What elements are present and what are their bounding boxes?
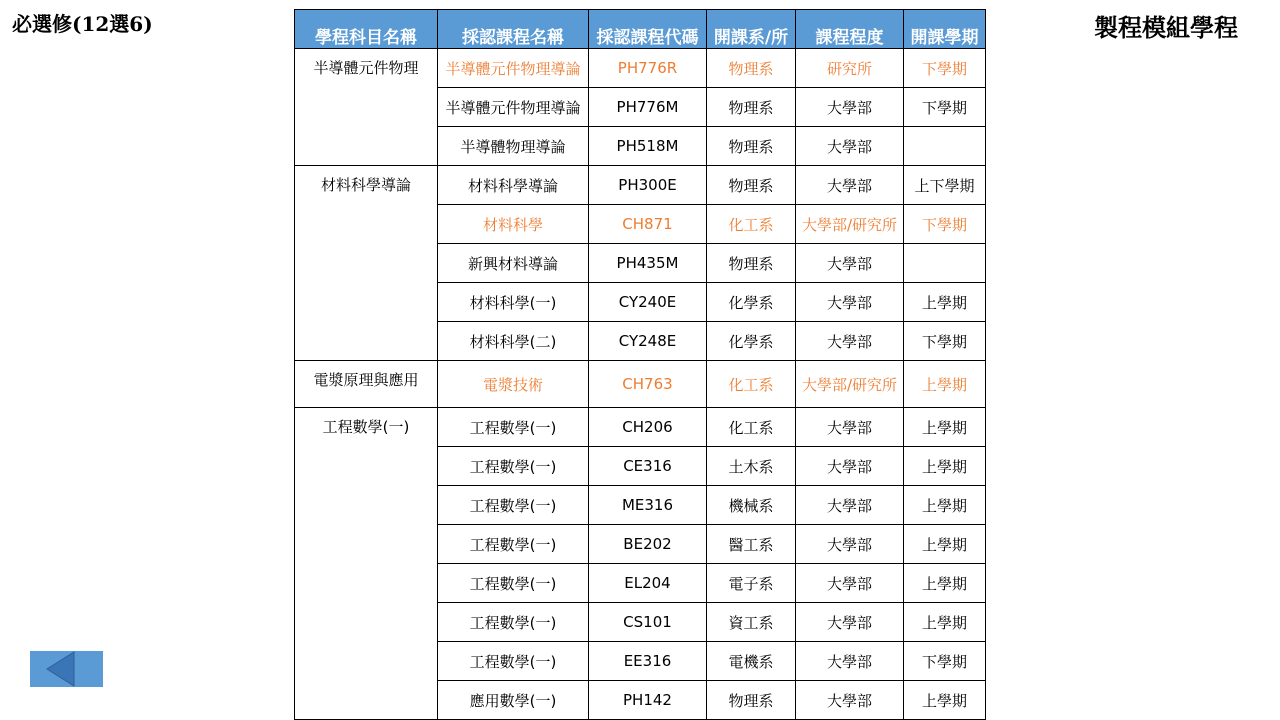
table-row [295, 361, 986, 408]
term-cell: 下學期 [904, 205, 986, 244]
level-cell: 大學部 [796, 681, 904, 720]
term-cell: 下學期 [904, 49, 986, 88]
header-department: 開課系/所 [707, 10, 796, 49]
term-cell: 下學期 [904, 88, 986, 127]
course-code-cell: PH300E [589, 166, 707, 205]
level-cell: 大學部 [796, 642, 904, 681]
course-code-cell: PH435M [589, 244, 707, 283]
header-course-code: 採認課程代碼 [589, 10, 707, 49]
term-cell: 上學期 [904, 486, 986, 525]
department-cell: 物理系 [707, 166, 796, 205]
level-cell: 大學部/研究所 [796, 361, 904, 408]
table-row [295, 408, 986, 447]
course-code-cell: PH776R [589, 49, 707, 88]
department-cell: 物理系 [707, 88, 796, 127]
header-subject: 學程科目名稱 [295, 10, 438, 49]
course-name-cell: 工程數學(一) [438, 447, 589, 486]
term-cell: 上學期 [904, 603, 986, 642]
department-cell: 物理系 [707, 127, 796, 166]
level-cell: 大學部 [796, 564, 904, 603]
level-cell: 大學部 [796, 166, 904, 205]
department-cell: 物理系 [707, 244, 796, 283]
department-cell: 機械系 [707, 486, 796, 525]
course-name-cell: 應用數學(一) [438, 681, 589, 720]
course-name-cell: 新興材料導論 [438, 244, 589, 283]
course-name-cell: 材料科學(二) [438, 322, 589, 361]
term-cell: 上學期 [904, 681, 986, 720]
department-cell: 化工系 [707, 205, 796, 244]
term-cell: 下學期 [904, 322, 986, 361]
level-cell: 研究所 [796, 49, 904, 88]
term-cell [904, 127, 986, 166]
course-name-cell: 半導體元件物理導論 [438, 49, 589, 88]
department-cell: 化工系 [707, 361, 796, 408]
course-name-cell: 材料科學導論 [438, 166, 589, 205]
course-name-cell: 工程數學(一) [438, 603, 589, 642]
level-cell: 大學部 [796, 408, 904, 447]
department-cell: 物理系 [707, 49, 796, 88]
term-cell: 上學期 [904, 447, 986, 486]
level-cell: 大學部 [796, 447, 904, 486]
course-code-cell: EE316 [589, 642, 707, 681]
subject-name-cell: 半導體元件物理 [295, 49, 438, 166]
term-cell: 上學期 [904, 283, 986, 322]
term-cell [904, 244, 986, 283]
course-code-cell: CH206 [589, 408, 707, 447]
header-course-name: 採認課程名稱 [438, 10, 589, 49]
level-cell: 大學部 [796, 322, 904, 361]
department-cell: 化學系 [707, 283, 796, 322]
course-name-cell: 材料科學 [438, 205, 589, 244]
triangle-left-icon [30, 651, 103, 687]
course-code-cell: CH763 [589, 361, 707, 408]
course-code-cell: CY240E [589, 283, 707, 322]
header-term: 開課學期 [904, 10, 986, 49]
course-name-cell: 工程數學(一) [438, 408, 589, 447]
header-level: 課程程度 [796, 10, 904, 49]
department-cell: 資工系 [707, 603, 796, 642]
department-cell: 化工系 [707, 408, 796, 447]
department-cell: 醫工系 [707, 525, 796, 564]
course-code-cell: PH518M [589, 127, 707, 166]
course-code-cell: CH871 [589, 205, 707, 244]
course-name-cell: 電漿技術 [438, 361, 589, 408]
term-cell: 上下學期 [904, 166, 986, 205]
term-cell: 上學期 [904, 361, 986, 408]
level-cell: 大學部 [796, 283, 904, 322]
term-cell: 上學期 [904, 408, 986, 447]
level-cell: 大學部/研究所 [796, 205, 904, 244]
course-name-cell: 工程數學(一) [438, 486, 589, 525]
table-body [295, 49, 986, 720]
course-code-cell: CE316 [589, 447, 707, 486]
back-nav-button[interactable] [30, 651, 103, 687]
slide-title: 製程模組學程 [1094, 13, 1238, 42]
course-code-cell: CS101 [589, 603, 707, 642]
course-code-cell: PH142 [589, 681, 707, 720]
course-name-cell: 工程數學(一) [438, 564, 589, 603]
course-name-cell: 半導體物理導論 [438, 127, 589, 166]
level-cell: 大學部 [796, 244, 904, 283]
department-cell: 土木系 [707, 447, 796, 486]
subject-name-cell: 材料科學導論 [295, 166, 438, 361]
subject-name-cell: 工程數學(一) [295, 408, 438, 720]
table-header-row [295, 10, 986, 49]
level-cell: 大學部 [796, 525, 904, 564]
department-cell: 電子系 [707, 564, 796, 603]
slide-label: 必選修(12選6) [12, 12, 153, 36]
course-code-cell: BE202 [589, 525, 707, 564]
course-code-cell: PH776M [589, 88, 707, 127]
course-name-cell: 工程數學(一) [438, 642, 589, 681]
term-cell: 上學期 [904, 564, 986, 603]
level-cell: 大學部 [796, 127, 904, 166]
table-row [295, 49, 986, 88]
course-name-cell: 工程數學(一) [438, 525, 589, 564]
course-table [294, 9, 986, 720]
level-cell: 大學部 [796, 486, 904, 525]
course-code-cell: EL204 [589, 564, 707, 603]
level-cell: 大學部 [796, 88, 904, 127]
department-cell: 電機系 [707, 642, 796, 681]
table-row [295, 166, 986, 205]
course-name-cell: 材料科學(一) [438, 283, 589, 322]
course-code-cell: ME316 [589, 486, 707, 525]
subject-name-cell: 電漿原理與應用 [295, 361, 438, 408]
term-cell: 上學期 [904, 525, 986, 564]
level-cell: 大學部 [796, 603, 904, 642]
course-code-cell: CY248E [589, 322, 707, 361]
department-cell: 物理系 [707, 681, 796, 720]
term-cell: 下學期 [904, 642, 986, 681]
course-name-cell: 半導體元件物理導論 [438, 88, 589, 127]
department-cell: 化學系 [707, 322, 796, 361]
